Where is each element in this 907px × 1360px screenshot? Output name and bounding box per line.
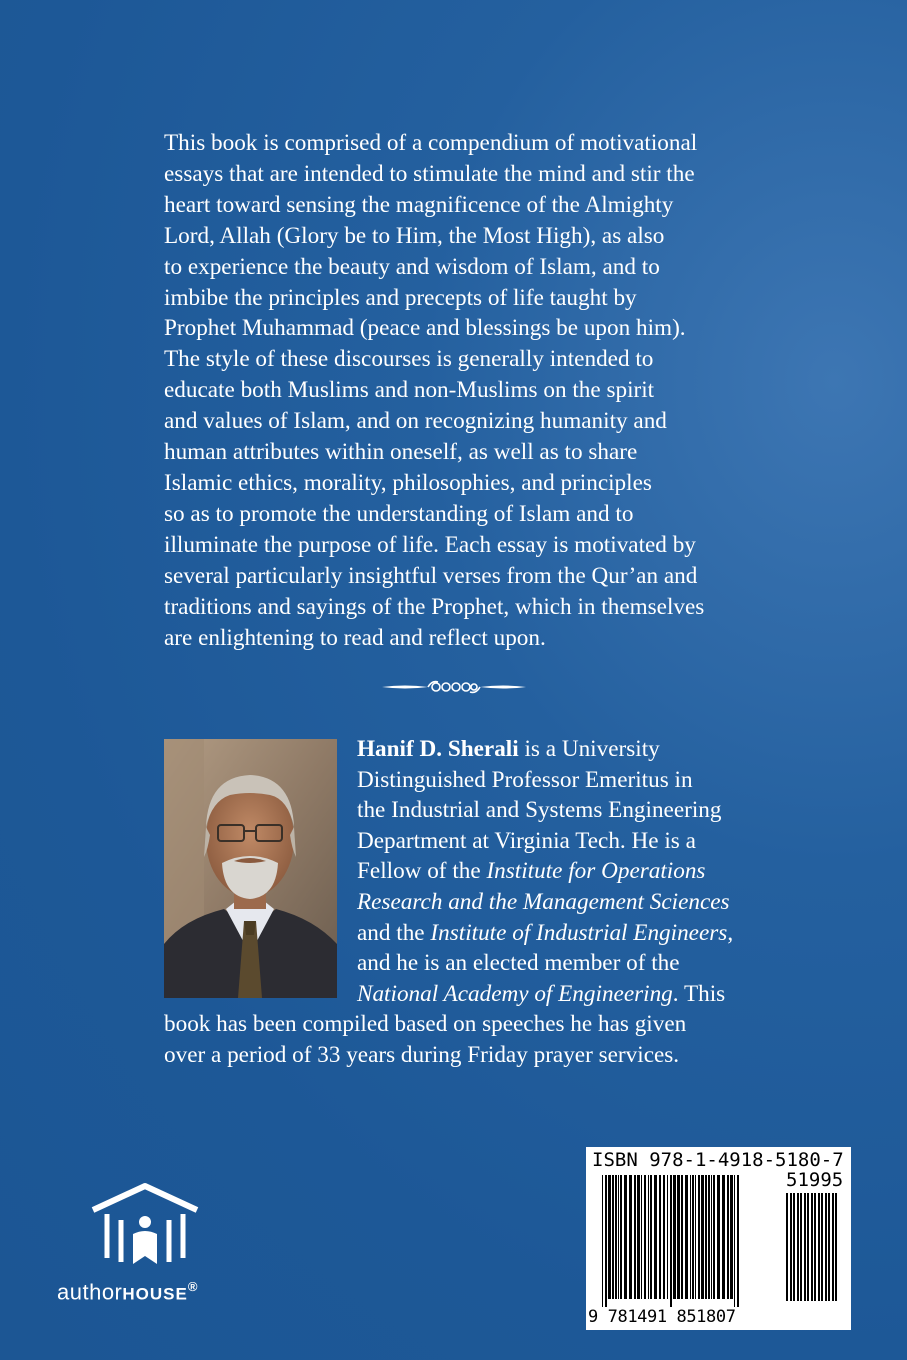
barcode-bar xyxy=(659,1175,661,1299)
barcode-bar xyxy=(648,1175,649,1299)
barcode-bar xyxy=(692,1175,694,1299)
description-line: and values of Islam, and on recognizing humanity and xyxy=(164,408,667,435)
isbn-barcode xyxy=(586,1147,851,1330)
bio-line: the Industrial and Systems Engineering xyxy=(357,797,722,824)
description-line: The style of these discourses is generally intended to xyxy=(164,346,654,373)
barcode-bar xyxy=(608,1175,611,1299)
barcode-bar xyxy=(828,1193,830,1301)
barcode-bar xyxy=(713,1175,715,1299)
description-line: Islamic ethics, morality, philosophies, and principles xyxy=(164,469,652,496)
bio-line: Research and the Management Sciences xyxy=(357,888,730,915)
bio-line: National Academy of Engineering. This xyxy=(357,980,726,1007)
barcode-bar xyxy=(637,1175,640,1299)
bio-line: book has been compiled based on speeches he has given xyxy=(164,1011,687,1038)
barcode-bar xyxy=(790,1193,792,1301)
barcode-bar xyxy=(797,1193,799,1301)
barcode-bar xyxy=(711,1175,712,1299)
barcode-bar xyxy=(708,1175,710,1299)
barcode-bar xyxy=(650,1175,652,1299)
barcode-bar xyxy=(620,1175,622,1299)
description-line: so as to promote the understanding of Islam and to xyxy=(164,500,634,527)
barcode-addon-number: 51995 xyxy=(786,1169,844,1191)
barcode-bars xyxy=(586,1147,851,1330)
author-bio xyxy=(164,734,764,1071)
barcode-bar xyxy=(695,1175,696,1299)
bio-line: and the Institute of Industrial Engineers, xyxy=(357,919,734,946)
barcode-bar xyxy=(804,1193,806,1301)
barcode-bar xyxy=(690,1175,691,1299)
barcode-bar xyxy=(698,1175,700,1299)
barcode-bar xyxy=(641,1175,642,1299)
barcode-bar xyxy=(734,1175,735,1307)
publisher-logo-icon xyxy=(85,1180,205,1280)
barcode-bar xyxy=(685,1175,688,1299)
description-line: to experience the beauty and wisdom of Islam, and to xyxy=(164,253,660,280)
barcode-bar xyxy=(612,1175,614,1299)
barcode-bar xyxy=(835,1193,837,1301)
barcode-bar xyxy=(644,1175,646,1299)
description-line: are enlightening to read and reflect upon. xyxy=(164,624,546,651)
book-description xyxy=(164,128,764,653)
barcode-bar xyxy=(629,1175,632,1299)
description-line: educate both Muslims and non-Muslims on the spirit xyxy=(164,377,655,404)
barcode-bar xyxy=(602,1175,603,1307)
bio-line: Hanif D. Sherali is a University xyxy=(357,736,660,762)
description-line: heart toward sensing the magnificence of the Almighty xyxy=(164,191,674,218)
barcode-bar xyxy=(673,1175,676,1299)
barcode-bar xyxy=(605,1175,607,1307)
description-line: essays that are intended to stimulate the mind and stir the xyxy=(164,160,695,187)
barcode-bar xyxy=(811,1193,813,1301)
ean-digits: 9 781491 851807 xyxy=(588,1307,736,1327)
description-line: Prophet Muhammad (peace and blessings be upon him). xyxy=(164,315,686,342)
ornament-divider xyxy=(380,676,528,698)
barcode-bar xyxy=(807,1193,809,1301)
bio-line: and he is an elected member of the xyxy=(357,950,680,977)
barcode-bar xyxy=(615,1175,617,1299)
barcode-bar xyxy=(727,1175,729,1299)
bio-line: over a period of 33 years during Friday prayer services. xyxy=(164,1041,680,1068)
barcode-bar xyxy=(624,1175,627,1299)
barcode-bar xyxy=(701,1175,704,1299)
barcode-bar xyxy=(730,1175,733,1299)
description-line: This book is comprised of a compendium of motivational xyxy=(164,130,698,156)
author-name: Hanif D. Sherali xyxy=(357,736,519,762)
barcode-bar xyxy=(814,1193,816,1301)
barcode-bar xyxy=(654,1175,657,1299)
barcode-bar xyxy=(681,1175,683,1299)
barcode-bar xyxy=(800,1193,802,1301)
barcode-bar xyxy=(818,1193,820,1301)
bio-line: Department at Virginia Tech. He is a xyxy=(357,827,696,854)
barcode-bar xyxy=(677,1175,680,1299)
description-line: traditions and sayings of the Prophet, which in themselves xyxy=(164,593,705,620)
description-line: illuminate the purpose of life. Each essay is motivated by xyxy=(164,531,696,558)
barcode-bar xyxy=(618,1175,619,1299)
isbn-label: ISBN 978-1-4918-5180-7 xyxy=(592,1149,844,1171)
barcode-bar xyxy=(786,1193,788,1301)
bio-line: Distinguished Professor Emeritus in xyxy=(357,766,693,793)
barcode-bar xyxy=(705,1175,707,1299)
barcode-bar xyxy=(717,1175,720,1299)
barcode-bar xyxy=(832,1193,834,1301)
barcode-bar xyxy=(737,1175,739,1307)
barcode-bar xyxy=(634,1175,636,1299)
description-line: several particularly insightful verses from the Qur’an and xyxy=(164,562,698,589)
barcode-bar xyxy=(821,1193,823,1301)
barcode-bar xyxy=(825,1193,827,1301)
barcode-bar xyxy=(663,1175,665,1299)
bio-line: Fellow of the Institute for Operations xyxy=(357,858,706,885)
barcode-bar xyxy=(670,1175,672,1307)
barcode-bar xyxy=(793,1193,795,1301)
description-line: imbibe the principles and precepts of life taught by xyxy=(164,284,637,311)
publisher-wordmark: authorHOUSE® xyxy=(57,1279,198,1305)
description-line: Lord, Allah (Glory be to Him, the Most High), as also xyxy=(164,222,665,249)
barcode-bar xyxy=(667,1175,668,1299)
barcode-bar xyxy=(722,1175,725,1299)
description-line: human attributes within oneself, as well as to share xyxy=(164,439,638,466)
